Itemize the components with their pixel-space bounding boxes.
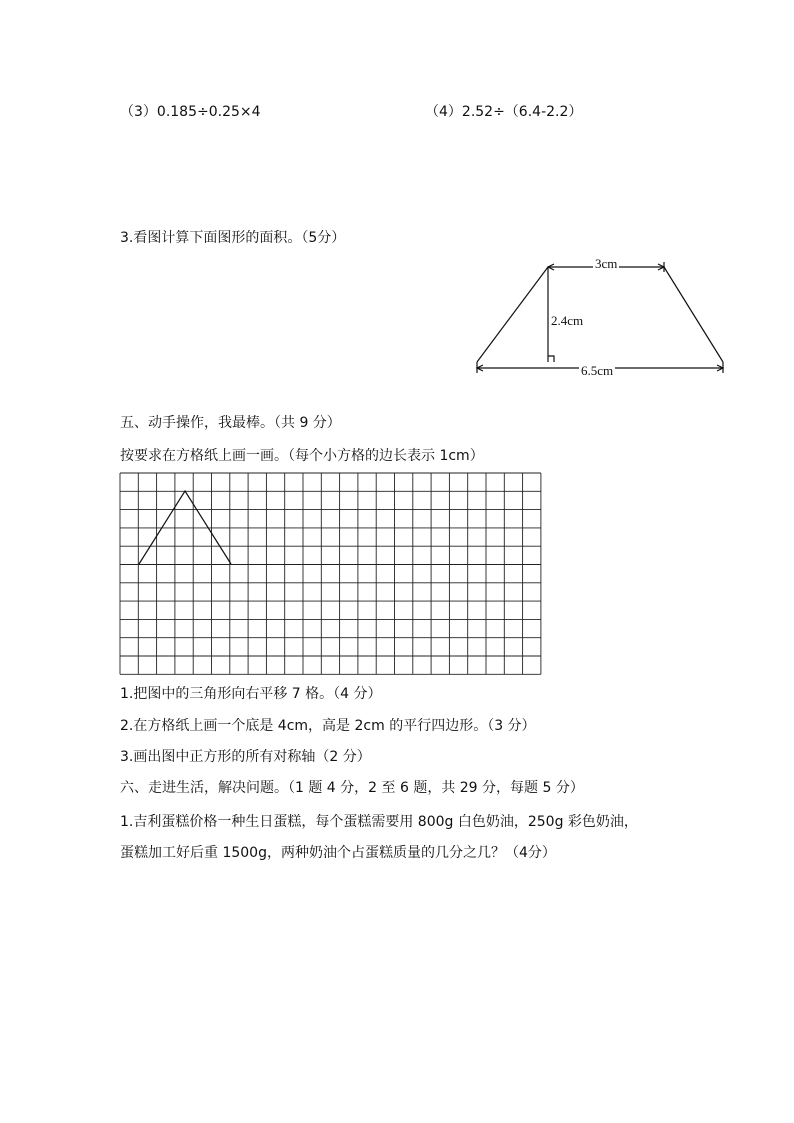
section5-q3: 3.画出图中正方形的所有对称轴（2 分） — [120, 749, 371, 765]
section5-instruction: 按要求在方格纸上画一画。（每个小方格的边长表示 1cm） — [120, 448, 484, 464]
problem-4: （4）2.52÷（6.4-2.2） — [425, 104, 583, 120]
trapezoid-left-side — [477, 267, 548, 362]
triangle-shape — [139, 491, 231, 564]
section5-q2: 2.在方格纸上画一个底是 4cm，高是 2cm 的平行四边形。（3 分） — [120, 718, 536, 734]
area-question: 3.看图计算下面图形的面积。（5分） — [120, 230, 346, 246]
section5-heading: 五、动手操作，我最棒。（共 9 分） — [120, 415, 341, 431]
bottom-length-label: 6.5cm — [579, 361, 615, 381]
height-label: 2.4cm — [551, 313, 584, 328]
section6-heading: 六、走进生活，解决问题。（1 题 4 分，2 至 6 题，共 29 分，每题 5 分） — [120, 780, 584, 796]
problem-3: （3）0.185÷0.25×4 — [120, 104, 261, 120]
right-angle-mark — [548, 356, 554, 362]
section6-q1-line1: 1.吉利蛋糕价格一种生日蛋糕，每个蛋糕需要用 800g 白色奶油，250g 彩色奶油， — [120, 814, 638, 830]
section6-q1-line2: 蛋糕加工好后重 1500g，两种奶油个占蛋糕质量的几分之几？（4分） — [120, 845, 556, 861]
top-length-label: 3cm — [593, 254, 619, 274]
trapezoid-right-side — [664, 267, 723, 362]
section5-q1: 1.把图中的三角形向右平移 7 格。（4 分） — [120, 686, 382, 702]
